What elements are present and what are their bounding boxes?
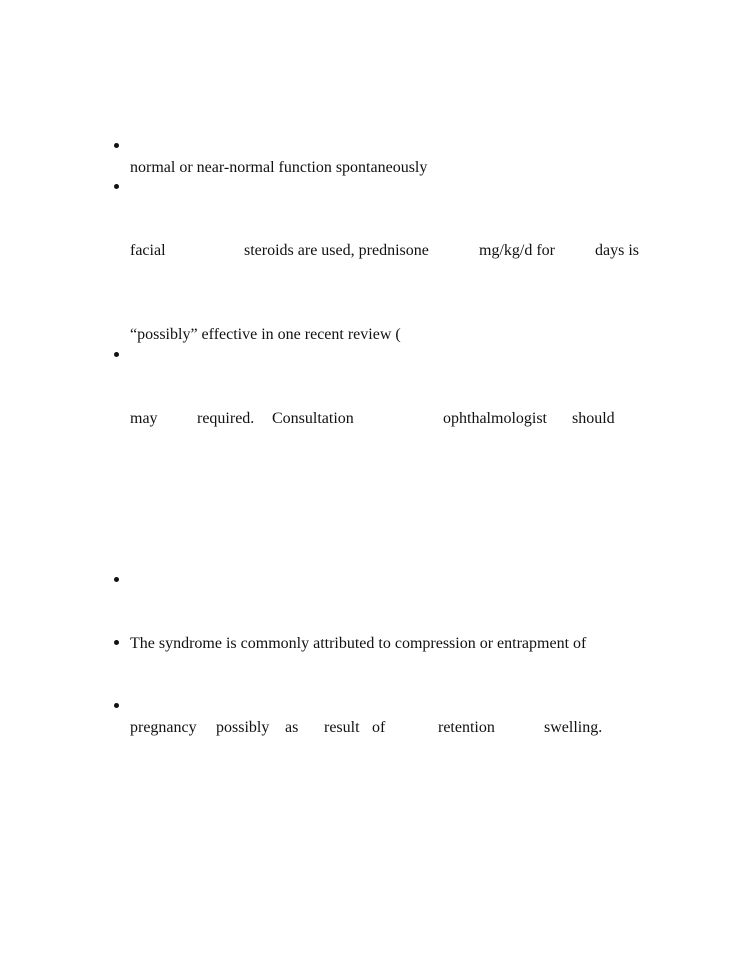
bullet-marker xyxy=(113,702,121,710)
text-line-near-normal: normal or near-normal function spontaneously xyxy=(130,159,428,176)
bullet-marker xyxy=(113,576,121,584)
text-word: facial xyxy=(130,242,166,259)
text-word: mg/kg/d for xyxy=(479,242,555,259)
text-word: Consultation xyxy=(272,410,354,427)
text-word: pregnancy xyxy=(130,719,197,736)
text-word: required. xyxy=(197,410,255,427)
text-word: as xyxy=(285,719,299,736)
text-word: possibly xyxy=(216,719,270,736)
text-word: result xyxy=(324,719,360,736)
text-word: swelling. xyxy=(544,719,603,736)
text-line-possibly: “possibly” effective in one recent review ( xyxy=(130,326,401,343)
text-word: of xyxy=(372,719,386,736)
text-line-syndrome: The syndrome is commonly attributed to compression or entrapment of xyxy=(130,635,587,652)
text-word: retention xyxy=(438,719,495,736)
text-word: days is xyxy=(595,242,639,259)
bullet-marker xyxy=(113,183,121,191)
bullet-marker xyxy=(113,351,121,359)
text-word: steroids are used, prednisone xyxy=(244,242,429,259)
text-word: may xyxy=(130,410,158,427)
text-word: should xyxy=(572,410,615,427)
bullet-marker xyxy=(113,639,121,647)
text-word: ophthalmologist xyxy=(443,410,547,427)
bullet-marker xyxy=(113,142,121,150)
